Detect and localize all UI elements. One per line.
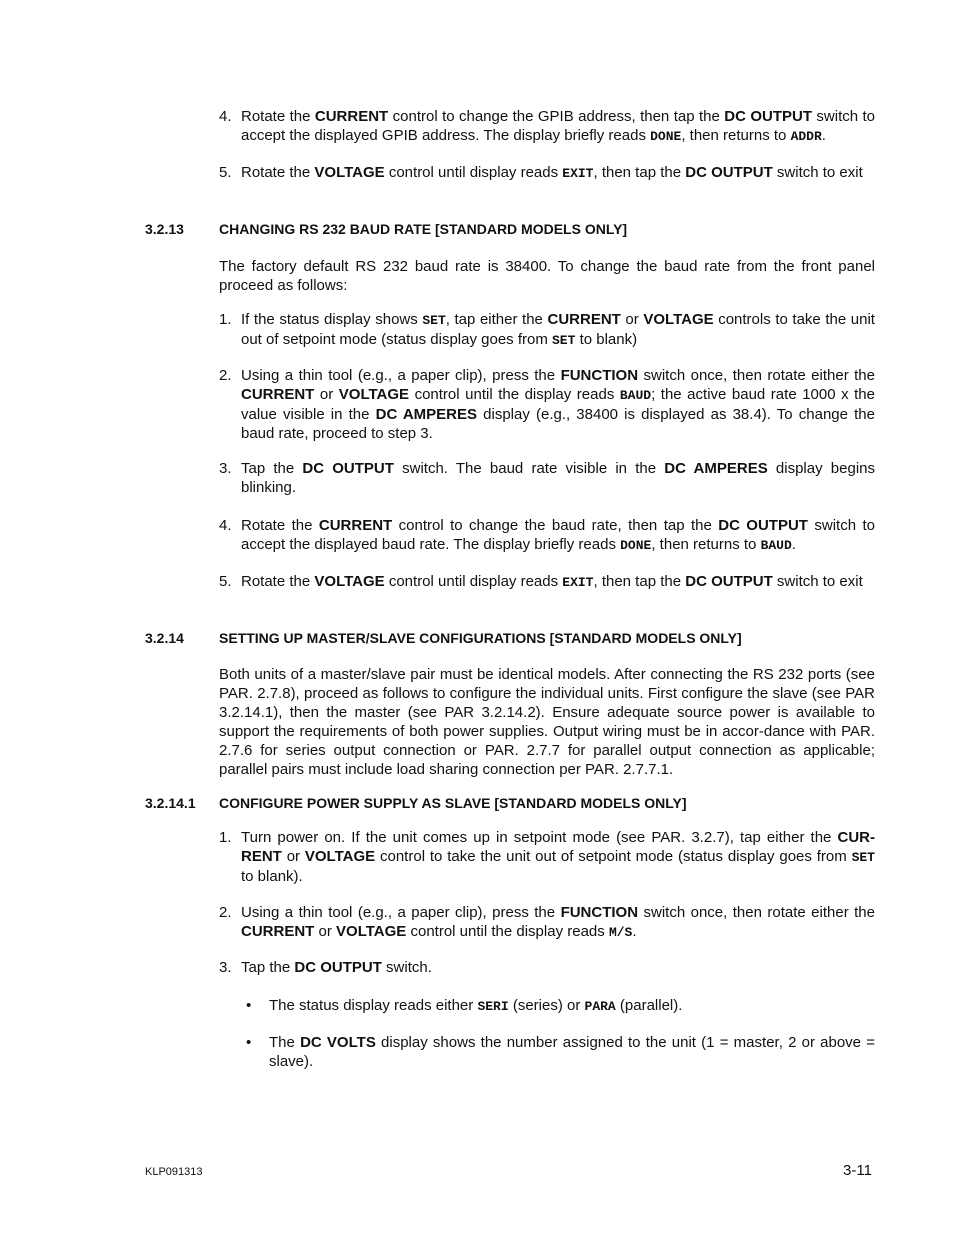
step-number: 4. xyxy=(219,517,232,534)
gpib-step-5 xyxy=(219,163,875,183)
baud-step-4 xyxy=(219,516,875,555)
section-title: CHANGING RS 232 BAUD RATE [STANDARD MODELS ONLY] xyxy=(219,221,628,237)
step-number: 5. xyxy=(219,573,232,590)
bullet-text: The DC VOLTS display shows the number assigned to the unit (1 = master, 2 or above = slave). xyxy=(269,1034,875,1070)
footer-doc-id: KLP091313 xyxy=(145,1166,203,1178)
step-text: If the status display shows SET, tap either the CURRENT or VOLTAGE controls to take the unit out of setpoint mode (status display goes from SET to blank) xyxy=(241,311,875,348)
step-text: Rotate the CURRENT control to change the GPIB address, then tap the DC OUTPUT switch to accept the displayed GPIB address. The display briefly reads DONE, then returns to ADDR. xyxy=(241,108,875,144)
step-text: Turn power on. If the unit comes up in setpoint mode (see PAR. 3.2.7), tap either the CUR-RENT or VOLTAGE control to take the unit out of setpoint mode (status display goes from SET to blank). xyxy=(241,829,875,885)
step-number: 5. xyxy=(219,164,232,181)
section-number: 3.2.13 xyxy=(145,221,184,237)
step-number: 3. xyxy=(219,959,232,976)
slave-bullet-dc-volts xyxy=(246,1033,875,1071)
section-number: 3.2.14 xyxy=(145,630,184,646)
baud-intro-paragraph: The factory default RS 232 baud rate is 38400. To change the baud rate from the front panel proceed as follows: xyxy=(219,258,875,294)
step-text: Rotate the VOLTAGE control until display reads EXIT, then tap the DC OUTPUT switch to exit xyxy=(241,164,863,181)
slave-bullet-status xyxy=(246,996,875,1016)
baud-step-2 xyxy=(219,366,875,443)
step-number: 2. xyxy=(219,904,232,921)
gpib-step-4 xyxy=(219,107,875,146)
step-text: Rotate the VOLTAGE control until display reads EXIT, then tap the DC OUTPUT switch to exit xyxy=(241,573,863,590)
bullet-icon: • xyxy=(246,997,252,1014)
step-text: Tap the DC OUTPUT switch. xyxy=(241,959,432,976)
baud-step-3 xyxy=(219,459,875,497)
baud-step-5 xyxy=(219,572,875,592)
step-text: Using a thin tool (e.g., a paper clip), press the FUNCTION switch once, then rotate either the CURRENT or VOLTAGE control until the display reads M/S. xyxy=(241,904,875,940)
section-number: 3.2.14.1 xyxy=(145,795,196,811)
step-number: 1. xyxy=(219,311,232,328)
section-title: CONFIGURE POWER SUPPLY AS SLAVE [STANDARD MODELS ONLY] xyxy=(219,795,687,811)
section-title: SETTING UP MASTER/SLAVE CONFIGURATIONS [STANDARD MODELS ONLY] xyxy=(219,630,742,646)
bullet-text: The status display reads either SERI (series) or PARA (parallel). xyxy=(269,997,683,1014)
step-text: Rotate the CURRENT control to change the baud rate, then tap the DC OUTPUT switch to accept the displayed baud rate. The display briefly reads DONE, then returns to BAUD. xyxy=(241,517,875,553)
bullet-icon: • xyxy=(246,1034,252,1051)
step-text: Using a thin tool (e.g., a paper clip), press the FUNCTION switch once, then rotate either the CURRENT or VOLTAGE control until the display reads BAUD; the active baud rate 1000 x the value visible in the DC AMPERES display (e.g., 38400 is displayed as 38.4). To change the baud rate, proceed to step 3. xyxy=(241,367,875,442)
slave-step-2 xyxy=(219,903,875,942)
step-number: 1. xyxy=(219,829,232,846)
master-slave-intro-paragraph: Both units of a master/slave pair must be identical models. After connecting the RS 232 ports (see PAR. 2.7.8), proceed as follows to configure the individual units. First configure the slave (see PAR 3.2.14.1), then the master (see PAR 3.2.14.2). Ensure adequate source power is available to support the requirements of both power supplies. Output wiring must be in accor-dance with PAR. 2.7.6 for series output connection or PAR. 2.7.7 for parallel output connection as applicable; parallel pairs must include load sharing connection per PAR. 2.7.7.1. xyxy=(219,666,875,778)
slave-step-1 xyxy=(219,828,875,886)
page-number: 3-11 xyxy=(843,1162,872,1179)
step-text: Tap the DC OUTPUT switch. The baud rate visible in the DC AMPERES display begins blinking. xyxy=(241,460,875,496)
step-number: 2. xyxy=(219,367,232,384)
slave-step-3 xyxy=(219,958,875,977)
baud-step-1 xyxy=(219,310,875,350)
step-number: 4. xyxy=(219,108,232,125)
step-number: 3. xyxy=(219,460,232,477)
